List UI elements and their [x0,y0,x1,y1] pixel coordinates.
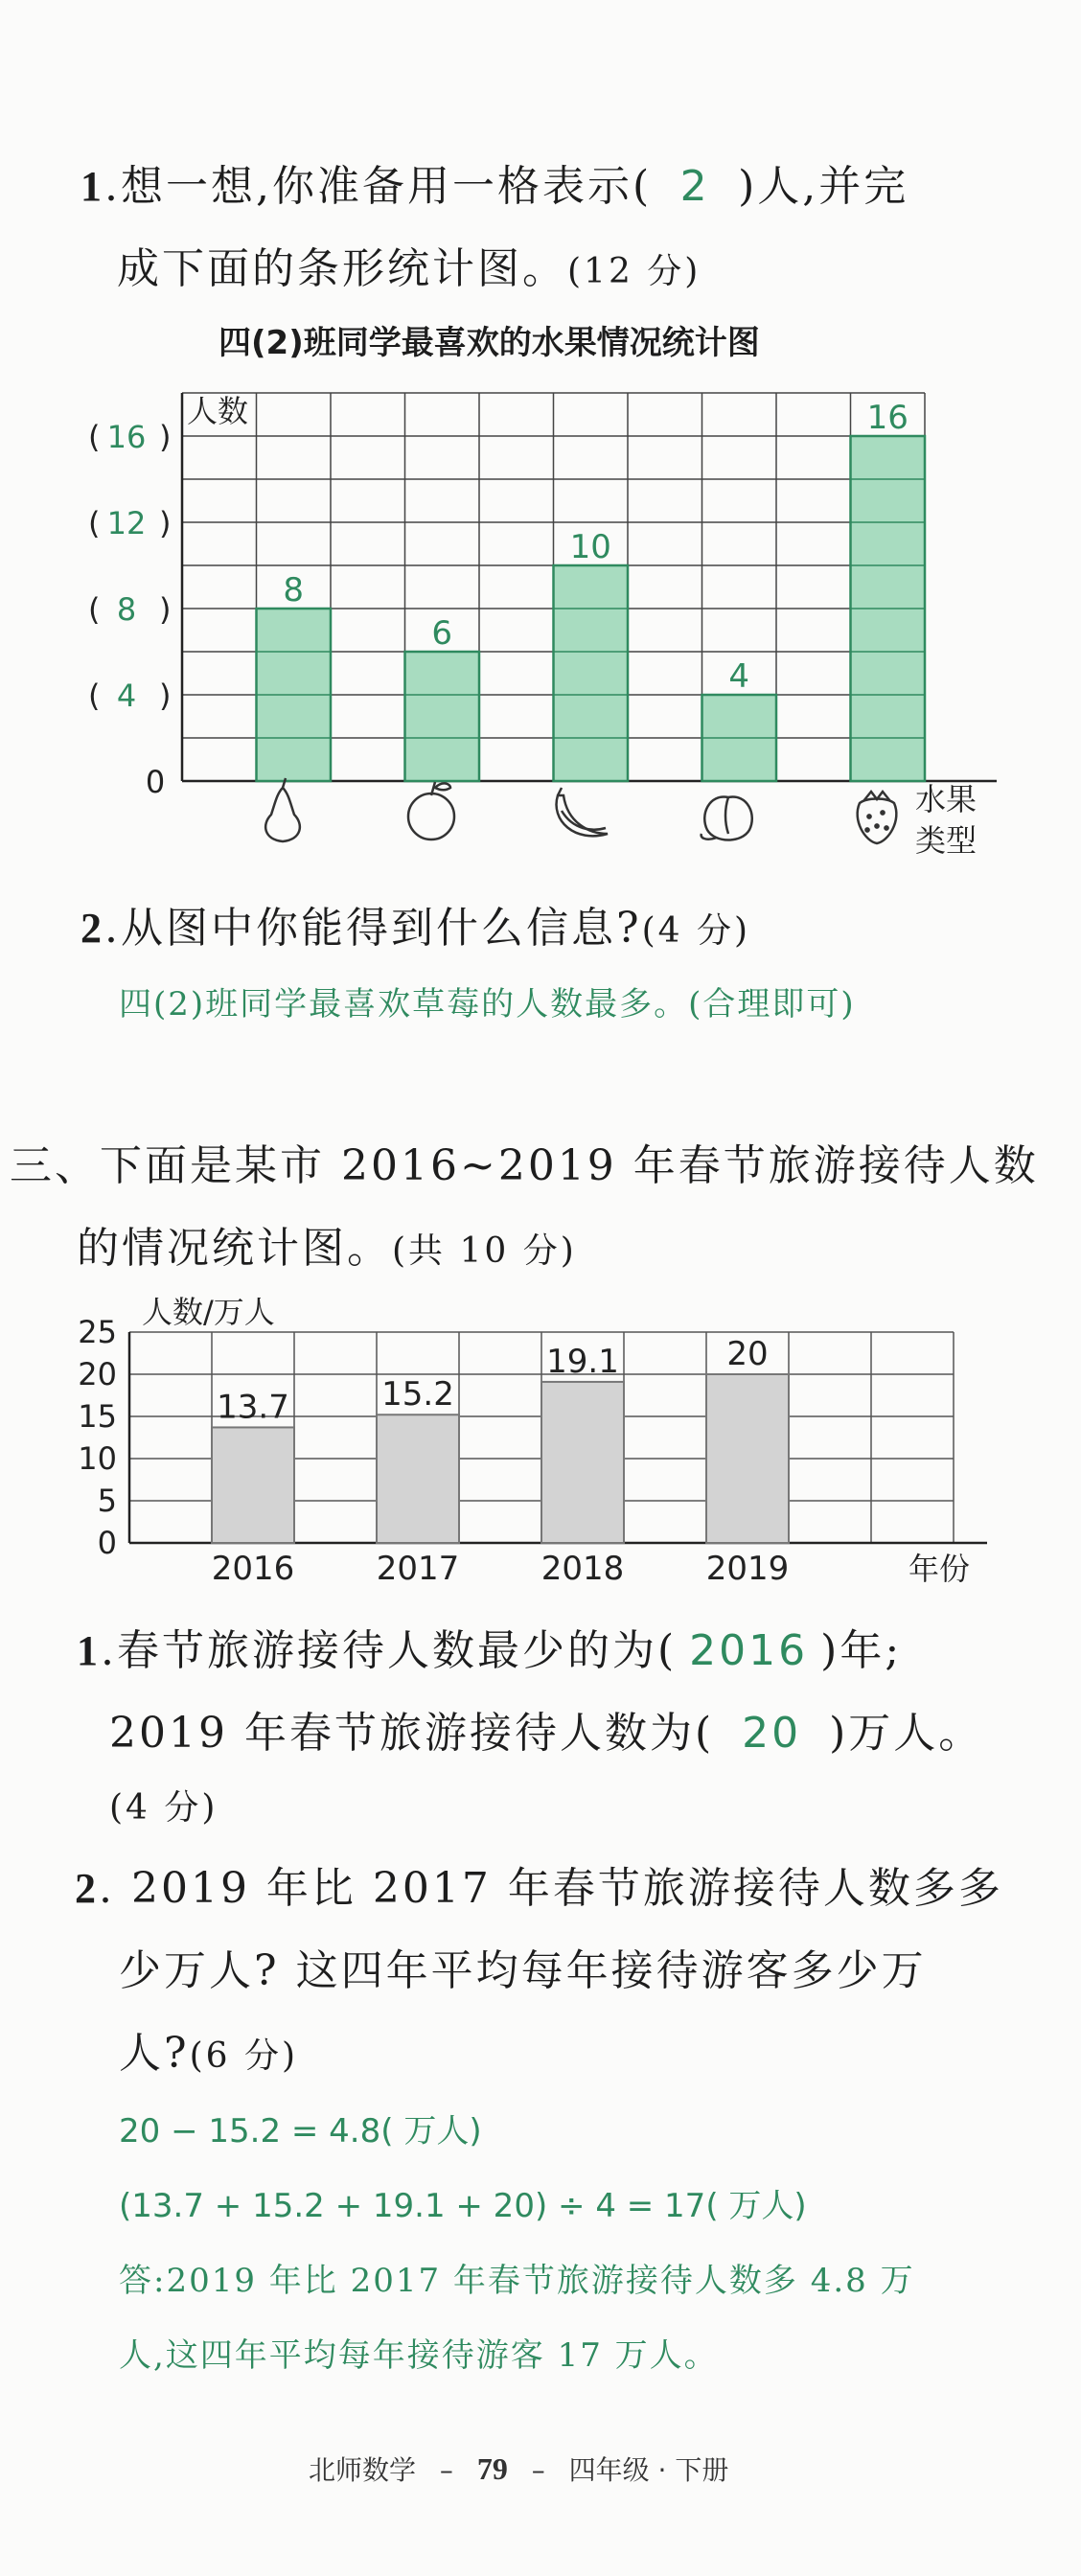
bar-2017 [377,1414,459,1543]
page-footer: 北师数学 – 79 – 四年级 · 下册 [309,2451,729,2486]
question-number: 2 [75,1865,99,1912]
y-tick-paren: ) [159,678,172,714]
points-label: (4 分) [109,1788,218,1828]
question-text: 成下面的条形统计图。 [117,244,567,293]
bar-apple [405,652,480,781]
question-text: .想一想,你准备用一格表示( [104,162,653,211]
handwritten-answer: 四(2)班同学最喜欢草莓的人数最多。(合理即可) [119,985,856,1024]
section-3-heading-line-1 [10,1131,1039,1192]
points-label: (共 10 分) [392,1231,577,1271]
chart-title: 四(2)班同学最喜欢的水果情况统计图 [218,324,760,362]
data-label: 4 [728,657,750,696]
points-label: (4 分) [641,911,751,951]
answer-blank: 2016 [689,1626,809,1675]
banana-icon [557,788,608,836]
question-text: )万人。 [829,1709,984,1758]
question-text: )人,并完 [738,162,909,211]
data-label: 19.1 [546,1342,619,1381]
y-tick-paren: ) [159,419,172,455]
section-3-heading-line-2 [77,1213,577,1275]
page-number: 79 [476,2451,508,2486]
chart-data-labels [217,1335,768,1426]
grade-label: 四年级 · 下册 [568,2454,729,2486]
answer-blank: 20 [742,1709,802,1758]
x-axis-label: 水果 [915,781,978,817]
strawberry-icon [858,792,897,843]
bar-2018 [541,1382,624,1543]
y-tick-label: 10 [78,1440,117,1477]
question-text: )年; [820,1626,903,1675]
bar-2019 [706,1374,789,1543]
section-3-question-2-line-1 [75,1853,1003,1915]
y-tick-label: 25 [78,1314,117,1350]
data-label: 16 [866,399,908,437]
handwritten-answer-line-2: 人,这四年平均每年接待游客 17 万人。 [119,2336,719,2375]
points-label: (6 分) [189,2036,299,2076]
answer-blank: 2 [679,162,710,211]
x-tick-label: 2018 [540,1550,625,1588]
section-3-question-1-line-2 [109,1698,983,1760]
data-label: 6 [431,614,453,653]
calculation-1: 20 − 15.2 = 4.8( 万人) [119,2112,482,2150]
chart-y-ticks [78,1314,117,1561]
pear-icon [265,778,300,841]
y-tick-label: 8 [116,591,137,628]
question-text: . 2019 年比 2017 年春节旅游接待人数多多 [99,1864,1003,1913]
y-axis-label: 人数/万人 [142,1294,275,1330]
data-label: 15.2 [381,1375,454,1414]
handwritten-answer-line-1: 答:2019 年比 2017 年春节旅游接待人数多 4.8 万 [119,2262,915,2300]
fruit-bar-chart [0,374,1081,872]
y-tick-label: 16 [106,419,147,455]
tourism-bar-chart [0,1284,1081,1600]
x-axis-label: 年份 [908,1551,971,1587]
section-3-question-2-line-2: 少万人? 这四年平均每年接待游客多少万 [119,1946,927,1995]
y-tick-label: 5 [97,1483,117,1519]
chart-x-ticks [212,1550,790,1588]
x-tick-label: 2017 [376,1550,460,1588]
data-label: 13.7 [217,1388,289,1427]
question-text: 2019 年春节旅游接待人数为( [109,1709,715,1758]
question-2 [80,893,750,954]
calculation-2: (13.7 + 15.2 + 19.1 + 20) ÷ 4 = 17( 万人) [119,2187,807,2225]
section-text: 下面是某市 2016~2019 年春节旅游接待人数 [100,1141,1039,1190]
question-text: .从图中你能得到什么信息? [104,904,642,953]
y-tick-paren: ( [88,678,101,714]
x-tick-label: 2019 [705,1550,790,1588]
section-3-question-1-line-1 [77,1616,902,1677]
y-tick-paren: ( [88,419,101,455]
y-tick-paren: ) [159,505,172,541]
y-axis-label: 人数 [187,393,249,429]
y-tick-label: 0 [145,764,166,800]
question-text: .春节旅游接待人数最少的为( [101,1626,678,1675]
y-tick-label: 0 [97,1525,117,1561]
bar-2016 [212,1427,294,1543]
question-number: 1 [77,1627,101,1674]
data-label: 20 [726,1335,769,1373]
peach-icon [702,797,752,840]
y-tick-paren: ( [88,505,101,541]
question-number: 2 [80,905,104,952]
y-tick-paren: ) [159,591,172,628]
data-label: 8 [283,571,305,610]
data-label: 10 [569,528,611,566]
y-tick-paren: ( [88,591,101,628]
question-text: 人? [119,2029,190,2078]
section-text: 的情况统计图。 [77,1224,392,1273]
section-number: 三、 [10,1141,100,1190]
y-tick-label: 20 [78,1356,117,1392]
y-tick-label: 4 [116,678,137,714]
bar-banana [554,565,629,781]
question-1-line-2 [117,234,701,295]
chart-y-ticks [88,419,171,800]
section-3-question-2-line-3 [119,2018,298,2080]
book-title: 北师数学 [309,2454,417,2486]
x-tick-label: 2016 [211,1550,295,1588]
apple-icon [408,782,454,840]
question-number: 1 [80,163,104,210]
question-1-line-1 [80,151,908,213]
y-tick-label: 12 [106,505,147,541]
x-axis-label: 类型 [915,822,978,859]
y-tick-label: 15 [78,1398,117,1435]
points-label: (12 分) [567,252,702,291]
